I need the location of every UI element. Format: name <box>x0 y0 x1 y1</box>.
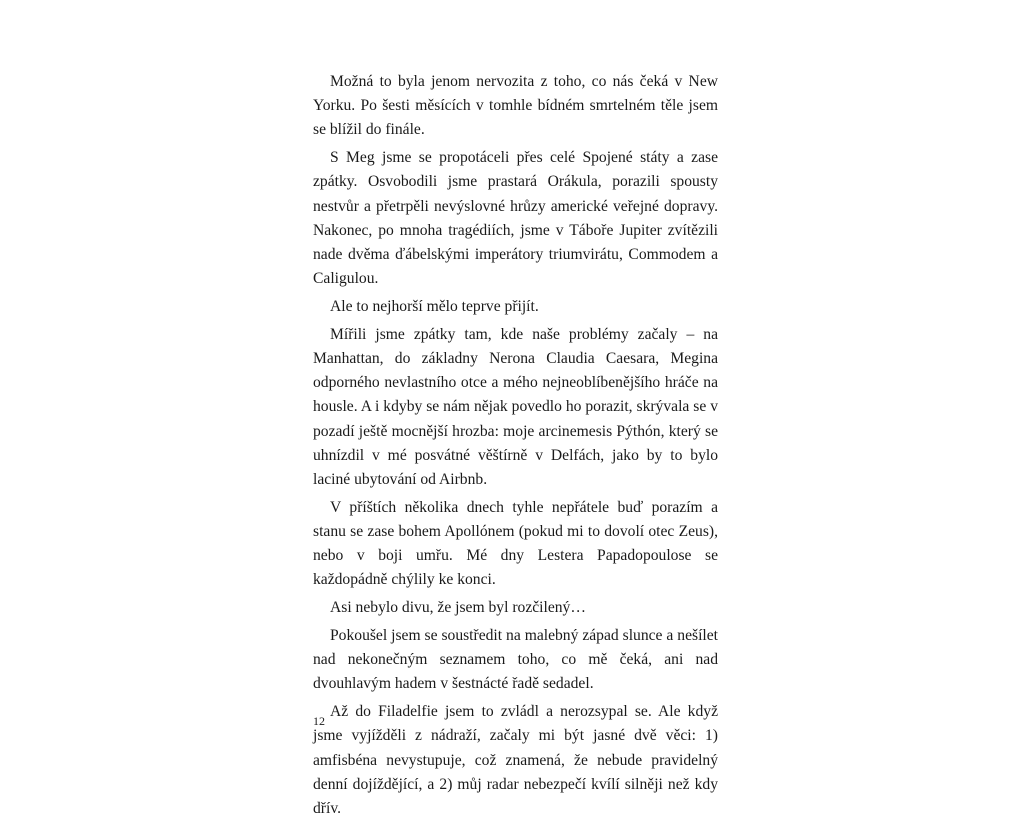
paragraph: Pokoušel jsem se soustředit na malebný západ slunce a nešílet nad nekonečným seznamem toho, co mě čeká, ani nad dvouhlavým hadem v šestnácté řadě sedadel. <box>313 627 718 693</box>
page-number: 12 <box>313 714 325 728</box>
paragraph: Asi nebylo divu, že jsem byl rozčilený… <box>330 599 586 617</box>
paragraph: V příštích několika dnech tyhle nepřátele buď porazím a stanu se zase bohem Apollónem (pokud mi to dovolí otec Zeus), nebo v boji umřu. Mé dny Lestera Papadopoulose se každopádně chýlily ke konci. <box>313 498 718 589</box>
paragraph: Mířili jsme zpátky tam, kde naše problémy začaly – na Manhattan, do základny Nerona Claudia Caesara, Megina odporného nevlastního otce a mého nejneoblíbenějšího hráče na housle. A i kdyby se nám nějak povedlo ho porazit, skrývala se v pozadí ještě mocnější hrozba: moje arcinemesis Pýthón, který se uhnízdil v mé posvátné věštírně v Delfách, jako by to bylo laciné ubytování od Airbnb. <box>313 325 718 489</box>
paragraph: Ale to nejhorší mělo teprve přijít. <box>330 298 539 316</box>
body-text <box>313 70 718 825</box>
paragraph: S Meg jsme se propotáceli přes celé Spojené státy a zase zpátky. Osvobodili jsme prastará Orákula, porazili spousty nestvůr a přetrpěli nevýslovné hrůzy americké veřejné dopravy. Nakonec, po mnoha tragédiích, jsme v Táboře Jupiter zvítězili nade dvěma ďábelskými imperátory triumvirátu, Commodem a Caligulou. <box>313 149 718 288</box>
paragraph: Až do Filadelfie jsem to zvládl a nerozsypal se. Ale když jsme vyjížděli z nádraží, začaly mi být jasné dvě věci: 1) amfisbéna nevystupuje, což znamená, že nebude pravidelný denní dojíždějící, a 2) můj radar nebezpečí kvílí silněji než kdy dřív. <box>313 703 718 818</box>
paragraph: Možná to byla jenom nervozita z toho, co nás čeká v New Yorku. Po šesti měsících v tomhle bídném smrtelném těle jsem se blížil do finále. <box>313 73 718 139</box>
